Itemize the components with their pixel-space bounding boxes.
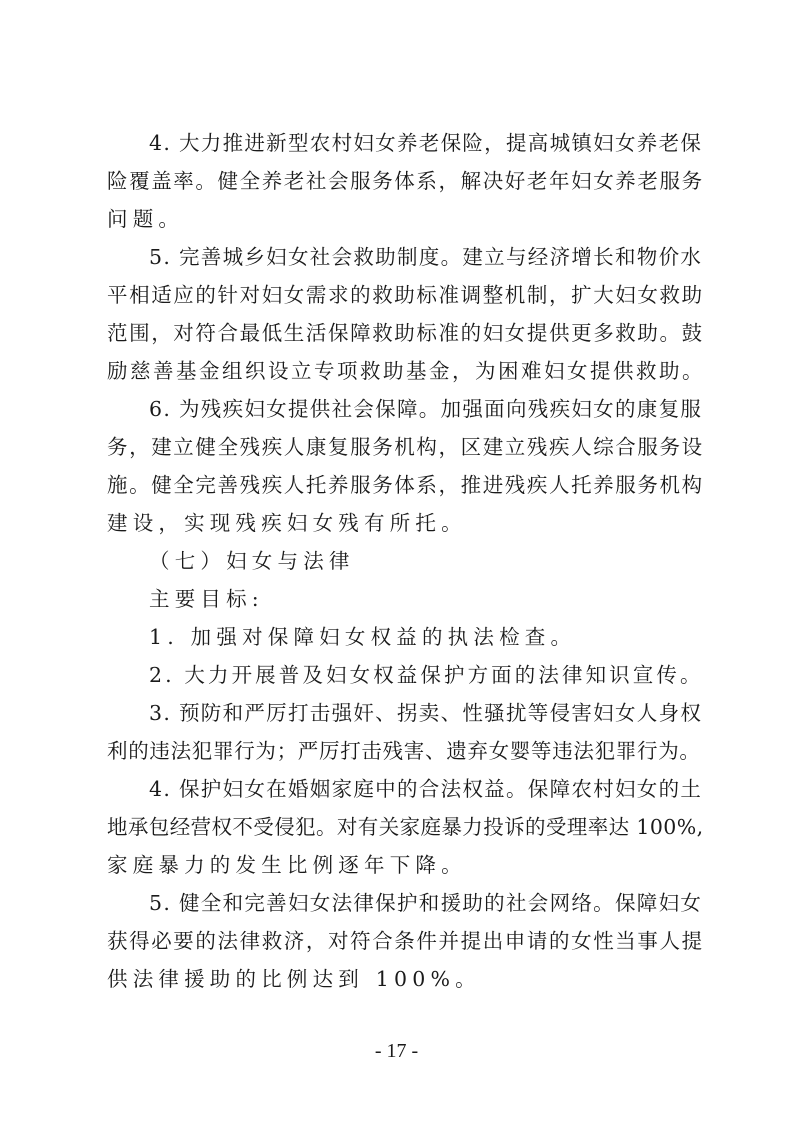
text-line: （七）妇女与法律 <box>149 549 355 573</box>
text-line: 2. 大力开展普及妇女权益保护方面的法律知识宣传。 <box>149 663 704 687</box>
text-line: 获得必要的法律救济，对符合条件并提出申请的女性当事人提 <box>107 929 704 953</box>
page-number: - 17 - <box>374 1040 419 1062</box>
text-line: 险覆盖率。健全养老社会服务体系，解决好老年妇女养老服务 <box>107 169 704 193</box>
text-line: 4. 保护妇女在婚姻家庭中的合法权益。保障农村妇女的土 <box>149 777 703 801</box>
text-line: 4. 大力推进新型农村妇女养老保险，提高城镇妇女养老保 <box>149 131 703 155</box>
text-line: 主要目标: <box>149 587 264 611</box>
text-line: 平相适应的针对妇女需求的救助标准调整机制，扩大妇女救助 <box>107 283 704 307</box>
text-line: 供法律援助的比例达到 100%。 <box>107 967 481 991</box>
text-line: 地承包经营权不受侵犯。对有关家庭暴力投诉的受理率达 100%, <box>107 815 704 839</box>
text-line: 施。健全完善残疾人托养服务体系，推进残疾人托养服务机构 <box>107 473 704 497</box>
text-line: 务，建立健全残疾人康复服务机构，区建立残疾人综合服务设 <box>107 435 704 459</box>
text-line: 利的违法犯罪行为；严厉打击残害、遗弃女婴等违法犯罪行为。 <box>107 739 701 763</box>
text-line: 5. 健全和完善妇女法律保护和援助的社会网络。保障妇女 <box>149 891 703 915</box>
text-line: 6. 为残疾妇女提供社会保障。加强面向残疾妇女的康复服 <box>149 397 703 421</box>
text-line: 5. 完善城乡妇女社会救助制度。建立与经济增长和物价水 <box>149 245 703 269</box>
text-line: 家庭暴力的发生比例逐年下降。 <box>107 853 467 877</box>
text-line: 建设，实现残疾妇女残有所托。 <box>107 511 467 535</box>
text-line: 励慈善基金组织设立专项救助基金，为困难妇女提供救助。 <box>107 359 705 383</box>
text-line: 3. 预防和严厉打击强奸、拐卖、性骚扰等侵害妇女人身权 <box>149 701 703 725</box>
text-line: 1. 加强对保障妇女权益的执法检查。 <box>149 625 577 649</box>
text-line: 问题。 <box>107 207 185 231</box>
text-line: 范围，对符合最低生活保障救助标准的妇女提供更多救助。鼓 <box>107 321 704 345</box>
document-body <box>107 124 705 998</box>
